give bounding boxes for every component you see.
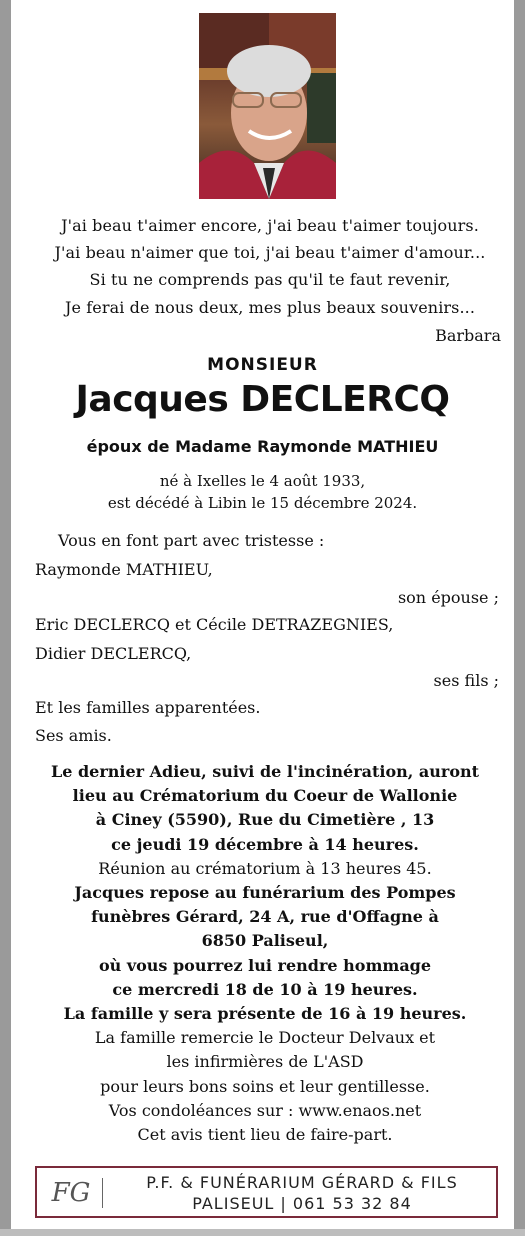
life-dates [0, 470, 525, 514]
portrait-illustration [199, 13, 336, 199]
announcement-line: à Ciney (5590), Rue du Cimetière , 13 [95, 810, 435, 830]
son-name: Eric DECLERCQ et Cécile DETRAZEGNIES, [35, 615, 394, 634]
announcement-line: pour leurs bons soins et leur gentillesse. [100, 1076, 430, 1096]
portrait-photo [199, 13, 336, 199]
poem [30, 212, 510, 321]
announcement-line: funèbres Gérard, 24 A, rue d'Offagne à [91, 907, 439, 927]
sons-role: ses fils ; [433, 671, 499, 690]
announcement-line: lieu au Crématorium du Coeur de Wallonie [72, 786, 458, 806]
poem-line: Je ferai de nous deux, mes plus beaux souvenirs... [64, 297, 476, 317]
announcement-line: où vous pourrez lui rendre hommage [98, 955, 432, 975]
announcement-line: La famille remercie le Docteur Delvaux et [94, 1028, 436, 1048]
announcement-line: ce jeudi 19 décembre à 14 heures. [111, 834, 419, 854]
birth-line: né à Ixelles le 4 août 1933, [159, 472, 366, 490]
announcement-line: ce mercredi 18 de 10 à 19 heures. [112, 979, 418, 999]
divider [102, 1178, 103, 1208]
poem-line: J'ai beau n'aimer que toi, j'ai beau t'aimer d'amour... [54, 243, 486, 263]
funeral-home-logo: FG [51, 1178, 91, 1208]
poem-line: Si tu ne comprends pas qu'il te faut revenir, [89, 270, 451, 290]
announcement-line: Réunion au crématorium à 13 heures 45. [98, 858, 432, 878]
family-intro: Vous en font part avec tristesse : [58, 531, 325, 550]
poem-line: J'ai beau t'aimer encore, j'ai beau t'aimer toujours. [61, 216, 479, 235]
bottom-margin-bar [0, 1229, 525, 1236]
announcement-line: les infirmières de L'ASD [166, 1052, 364, 1072]
announcement-line: 6850 Paliseul, [201, 931, 329, 951]
son-name: Didier DECLERCQ, [35, 644, 192, 663]
wife-role: son épouse ; [397, 588, 499, 607]
honorific-title: MONSIEUR [207, 355, 318, 375]
funeral-home-name: P.F. & FUNÉRARIUM GÉRARD & FILS [146, 1173, 458, 1192]
right-margin-bar [514, 0, 525, 1236]
funeral-home-banner [35, 1166, 498, 1218]
funeral-home-contact: PALISEUL | 061 53 32 84 [192, 1194, 412, 1213]
poem-author: Barbara [435, 326, 501, 345]
death-line: est décédé à Libin le 15 décembre 2024. [107, 494, 418, 512]
spouse-line: époux de Madame Raymonde MATHIEU [86, 437, 439, 456]
left-margin-bar [0, 0, 11, 1236]
ceremony-announcement [30, 760, 500, 1147]
announcement-line: Vos condoléances sur : www.enaos.net [108, 1100, 422, 1120]
relatives-line: Et les familles apparentées. [35, 698, 261, 717]
announcement-line: Jacques repose au funérarium des Pompes [74, 883, 456, 903]
deceased-name: Jacques DECLERCQ [75, 379, 450, 420]
announcement-line: Cet avis tient lieu de faire-part. [137, 1125, 393, 1145]
friends-line: Ses amis. [35, 726, 112, 745]
wife-name: Raymonde MATHIEU, [35, 560, 213, 579]
announcement-line: La famille y sera présente de 16 à 19 heures. [63, 1004, 467, 1024]
announcement-line: Le dernier Adieu, suivi de l'incinération, auront [50, 762, 480, 781]
